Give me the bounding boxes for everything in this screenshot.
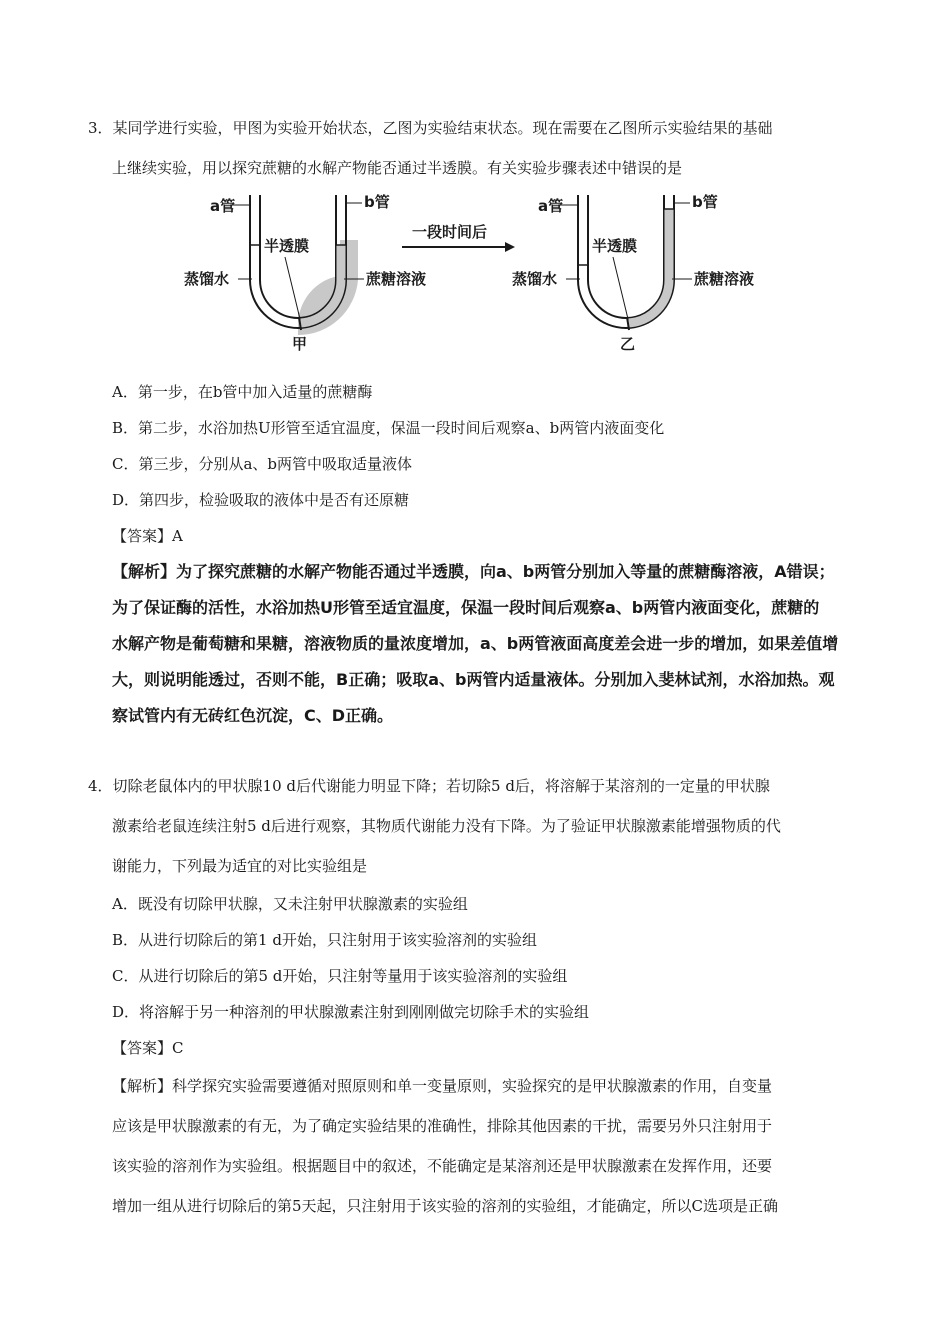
label-water-right: 蒸馏水 <box>512 270 558 288</box>
q4-analysis-line-4: 增加一组从进行切除后的第5天起，只注射用于该实验的溶剂的实验组，才能确定，所以C选项是正确 <box>112 1197 779 1215</box>
q3-answer: 【答案】A <box>112 527 183 545</box>
label-b-tube-right: b管 <box>692 193 718 211</box>
q3-option-d: D．第四步，检验吸取的液体中是否有还原糖 <box>112 491 410 509</box>
q4-answer: 【答案】C <box>112 1039 184 1057</box>
q3-option-b: B．第二步，水浴加热U形管至适宜温度，保温一段时间后观察a、b两管内液面变化 <box>112 419 665 437</box>
q3-analysis-line-3: 水解产物是葡萄糖和果糖，溶液物质的量浓度增加，a、b两管液面高度差会进一步的增加，如果差值增 <box>112 634 839 653</box>
q3-analysis-line-4: 大，则说明能透过，否则不能，B正确；吸取a、b两管内适量液体。分别加入斐林试剂，水浴加热。观 <box>112 670 835 689</box>
u-tube-diagram <box>180 185 780 360</box>
q4-analysis-line-3: 该实验的溶剂作为实验组。根据题目中的叙述，不能确定是某溶剂还是甲状腺激素在发挥作用，还要 <box>112 1157 773 1175</box>
q4-option-d: D．将溶解于另一种溶剂的甲状腺激素注射到刚刚做完切除手术的实验组 <box>112 1003 590 1021</box>
q3-analysis-line-1: 【解析】为了探究蔗糖的水解产物能否通过半透膜，向a、b两管分别加入等量的蔗糖酶溶液，A错误； <box>112 562 835 581</box>
label-a-tube-right: a管 <box>538 197 564 215</box>
q4-option-c: C．从进行切除后的第5 d开始，只注射等量用于该实验溶剂的实验组 <box>112 967 568 985</box>
q3-analysis-line-2: 为了保证酶的活性，水浴加热U形管至适宜温度，保温一段时间后观察a、b两管内液面变化，蔗糖的 <box>112 598 820 617</box>
label-sucrose-right: 蔗糖溶液 <box>694 270 755 288</box>
q3-analysis-line-5: 察试管内有无砖红色沉淀，C、D正确。 <box>112 706 394 725</box>
q4-analysis-line-2: 应该是甲状腺激素的有无，为了确定实验结果的准确性，排除其他因素的干扰，需要另外只注射用于 <box>112 1117 773 1135</box>
q3-option-a: A．第一步，在b管中加入适量的蔗糖酶 <box>112 383 373 401</box>
q4-analysis-line-1: 【解析】科学探究实验需要遵循对照原则和单一变量原则，实验探究的是甲状腺激素的作用，自变量 <box>112 1077 773 1095</box>
q3-stem-line-2: 上继续实验，用以探究蔗糖的水解产物能否通过半透膜。有关实验步骤表述中错误的是 <box>112 159 683 177</box>
u-tube-left <box>232 195 364 335</box>
label-membrane-left: 半透膜 <box>264 237 310 255</box>
label-water-left: 蒸馏水 <box>184 270 230 288</box>
u-tube-figure <box>180 185 780 360</box>
q3-stem-line-1: 3．某同学进行实验，甲图为实验开始状态，乙图为实验结束状态。现在需要在乙图所示实验结果的基础 <box>88 119 773 137</box>
arrow-label: 一段时间后 <box>412 223 488 241</box>
caption-jia: 甲 <box>292 335 308 353</box>
label-b-tube-left: b管 <box>364 193 390 211</box>
q4-stem-line-3: 谢能力，下列最为适宜的对比实验组是 <box>112 857 368 875</box>
q4-option-a: A．既没有切除甲状腺，又未注射甲状腺激素的实验组 <box>112 895 468 913</box>
time-arrow <box>402 242 515 252</box>
label-sucrose-left: 蔗糖溶液 <box>366 270 427 288</box>
caption-yi: 乙 <box>620 335 636 353</box>
q4-option-b: B．从进行切除后的第1 d开始，只注射用于该实验溶剂的实验组 <box>112 931 537 949</box>
q3-option-c: C．第三步，分别从a、b两管中吸取适量液体 <box>112 455 413 473</box>
label-membrane-right: 半透膜 <box>592 237 638 255</box>
label-a-tube-left: a管 <box>210 197 236 215</box>
u-tube-right <box>560 195 692 330</box>
q4-stem-line-2: 激素给老鼠连续注射5 d后进行观察，其物质代谢能力没有下降。为了验证甲状腺激素能增强物质的代 <box>112 817 781 835</box>
q4-stem-line-1: 4．切除老鼠体内的甲状腺10 d后代谢能力明显下降；若切除5 d后，将溶解于某溶剂的一定量的甲状腺 <box>88 777 770 795</box>
